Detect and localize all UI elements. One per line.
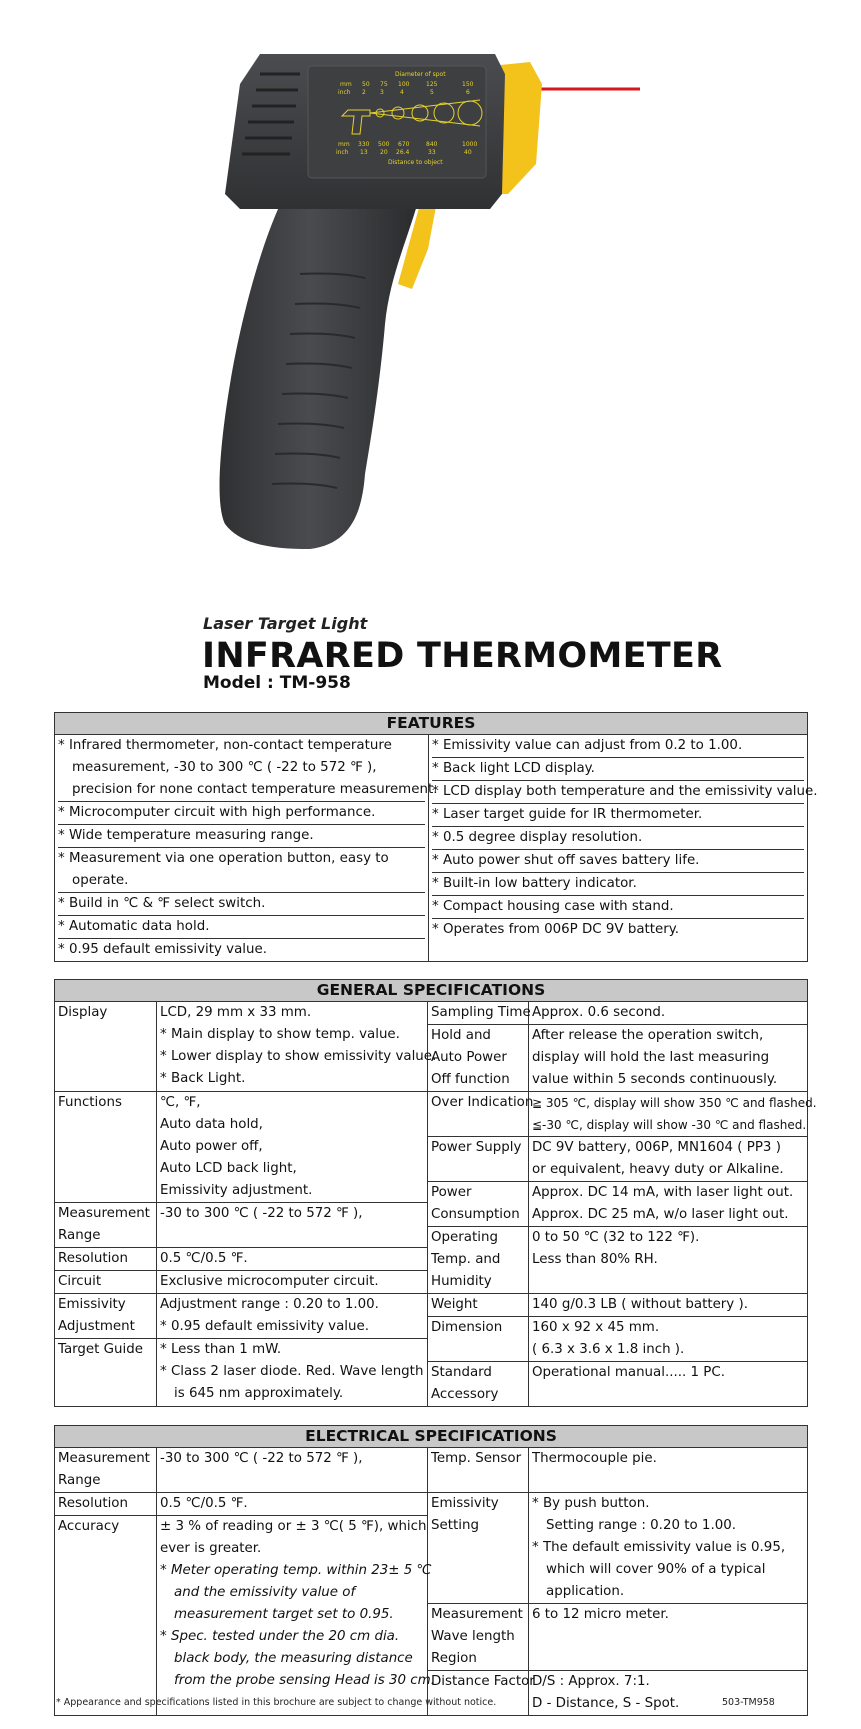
electrical-specs-table (54, 1425, 808, 1716)
svg-text:100: 100 (398, 81, 410, 88)
svg-text:13: 13 (360, 149, 368, 156)
spec-value-power-supply: DC 9V battery, 006P, MN1604 ( PP3 ) or equivalent, heavy duty or Alkaline. (529, 1137, 808, 1182)
elec-value-resolution: 0.5 ℃/0.5 ℉. (157, 1493, 428, 1516)
spec-value-power-consumption: Approx. DC 14 mA, with laser light out. Approx. DC 25 mA, w/o laser light out. (529, 1182, 808, 1227)
spec-label-measurement-range: Measurement Range (55, 1203, 157, 1248)
feature-item: * Auto power shut off saves battery life. (432, 850, 804, 873)
elec-value-distance-factor: D/S : Approx. 7:1. D - Distance, S - Spot. (529, 1671, 808, 1716)
svg-text:mm: mm (338, 141, 350, 148)
spec-label-over: Over Indication (428, 1092, 529, 1137)
svg-text:inch: inch (336, 149, 349, 156)
spec-value-emissivity: Adjustment range : 0.20 to 1.00. * 0.95 default emissivity value. (157, 1294, 428, 1339)
label-bottom-heading: Distance to object (388, 159, 443, 166)
elec-label-measurement-range: Measurement Range (55, 1448, 157, 1493)
svg-text:3: 3 (380, 89, 384, 96)
svg-text:26.4: 26.4 (396, 149, 410, 156)
elec-label-emissivity-setting: Emissivity Setting (428, 1493, 529, 1604)
feature-item: * LCD display both temperature and the emissivity value. (432, 781, 804, 804)
spec-label-dimension: Dimension (428, 1317, 529, 1362)
spec-value-sampling: Approx. 0.6 second. (529, 1002, 808, 1025)
spec-label-functions: Functions (55, 1092, 157, 1203)
spec-label-display: Display (55, 1002, 157, 1092)
spec-label-target-guide: Target Guide (55, 1339, 157, 1407)
spec-value-circuit: Exclusive microcomputer circuit. (157, 1271, 428, 1294)
spec-label-circuit: Circuit (55, 1271, 157, 1294)
spec-value-resolution: 0.5 ℃/0.5 ℉. (157, 1248, 428, 1271)
feature-item: * Operates from 006P DC 9V battery. (432, 922, 680, 937)
feature-item: * Built-in low battery indicator. (432, 873, 804, 896)
svg-text:5: 5 (430, 89, 434, 96)
spec-label-accessory: Standard Accessory (428, 1362, 529, 1407)
spec-value-measurement-range: -30 to 300 ℃ ( -22 to 572 ℉ ), (157, 1203, 428, 1248)
product-title: INFRARED THERMOMETER (202, 636, 723, 676)
spec-value-display: LCD, 29 mm x 33 mm. * Main display to show temp. value. * Lower display to show emissivity value. * Back Light. (157, 1002, 428, 1092)
spec-label-resolution: Resolution (55, 1248, 157, 1271)
feature-item: * Build in ℃ & ℉ select switch. (58, 893, 425, 916)
feature-item: * Infrared thermometer, non-contact temperature measurement, -30 to 300 ℃ ( -22 to 572 ℉ ), precision for none contact temperature measurement. (58, 735, 425, 802)
svg-text:670: 670 (398, 141, 410, 148)
svg-text:125: 125 (426, 81, 438, 88)
electrical-heading: ELECTRICAL SPECIFICATIONS (55, 1426, 808, 1448)
footer-disclaimer: * Appearance and specifications listed in this brochure are subject to change without notice. (56, 1697, 497, 1708)
svg-text:75: 75 (380, 81, 388, 88)
general-specs-table (54, 979, 817, 1407)
svg-text:330: 330 (358, 141, 370, 148)
features-heading: FEATURES (55, 713, 808, 735)
features-table (54, 712, 818, 962)
svg-text:6: 6 (466, 89, 470, 96)
thermometer-product-image (190, 44, 660, 604)
spec-label-operating: Operating Temp. and Humidity (428, 1227, 529, 1294)
spec-value-hold: After release the operation switch, display will hold the last measuring value within 5 seconds continuously. (529, 1025, 808, 1092)
general-heading: GENERAL SPECIFICATIONS (55, 980, 808, 1002)
feature-item: * 0.95 default emissivity value. (58, 942, 267, 957)
spec-value-target-guide: * Less than 1 mW. * Class 2 laser diode. Red. Wave length is 645 nm approximately. (157, 1339, 428, 1407)
feature-item: * Back light LCD display. (432, 758, 804, 781)
spec-label-power-consumption: Power Consumption (428, 1182, 529, 1227)
elec-label-sensor: Temp. Sensor (428, 1448, 529, 1493)
spec-label-power-supply: Power Supply (428, 1137, 529, 1182)
svg-text:2: 2 (362, 89, 366, 96)
feature-item: * Microcomputer circuit with high performance. (58, 802, 425, 825)
features-left-column (55, 735, 438, 962)
feature-item: * 0.5 degree display resolution. (432, 827, 804, 850)
label-mm: mm (340, 81, 352, 88)
features-right-column (429, 735, 818, 962)
spec-value-over: ≧ 305 ℃, display will show 350 ℃ and flashed. ≦-30 ℃, display will show -30 ℃ and flashed. (529, 1092, 808, 1137)
svg-text:33: 33 (428, 149, 436, 156)
spec-value-operating: 0 to 50 ℃ (32 to 122 ℉). Less than 80% RH. (529, 1227, 808, 1294)
spec-value-functions: ℃, ℉, Auto data hold, Auto power off, Auto LCD back light, Emissivity adjustment. (157, 1092, 428, 1203)
spec-label-emissivity: Emissivity Adjustment (55, 1294, 157, 1339)
handle-grip (220, 194, 420, 549)
label-top-heading: Diameter of spot (395, 71, 446, 78)
spec-label-weight: Weight (428, 1294, 529, 1317)
elec-value-sensor: Thermocouple pie. (529, 1448, 808, 1493)
feature-item: * Laser target guide for IR thermometer. (432, 804, 804, 827)
feature-item: * Wide temperature measuring range. (58, 825, 425, 848)
elec-value-emissivity-setting: * By push button. Setting range : 0.20 to 1.00. * The default emissivity value is 0.95, which will cover 90% of a typical application. (529, 1493, 808, 1604)
elec-value-wave-length: 6 to 12 micro meter. (529, 1604, 808, 1671)
feature-item: * Compact housing case with stand. (432, 896, 804, 919)
model-number: Model : TM-958 (203, 673, 351, 693)
elec-value-accuracy: ± 3 % of reading or ± 3 ℃( 5 ℉), which ever is greater. * Meter operating temp. within 23± 5 ℃ and the emissivity value of measurement target set to 0.95. * Spec. tested under the 20 cm dia. black body, the measuring distance from the probe sensing Head is 30 cm. (157, 1516, 428, 1716)
svg-text:40: 40 (464, 149, 472, 156)
footer-document-code: 503-TM958 (722, 1697, 775, 1708)
spec-label-hold: Hold and Auto Power Off function (428, 1025, 529, 1092)
svg-text:840: 840 (426, 141, 438, 148)
svg-text:20: 20 (380, 149, 388, 156)
feature-item: * Automatic data hold. (58, 916, 425, 939)
feature-item: * Emissivity value can adjust from 0.2 to 1.00. (432, 735, 804, 758)
elec-value-measurement-range: -30 to 300 ℃ ( -22 to 572 ℉ ), (157, 1448, 428, 1493)
elec-label-distance-factor: Distance Factor (428, 1671, 529, 1716)
svg-text:1000: 1000 (462, 141, 478, 148)
spec-label-sampling: Sampling Time (428, 1002, 529, 1025)
elec-label-accuracy: Accuracy (55, 1516, 157, 1716)
spec-value-accessory: Operational manual..... 1 PC. (529, 1362, 808, 1407)
svg-text:4: 4 (400, 89, 404, 96)
feature-item: * Measurement via one operation button, easy to operate. (58, 848, 425, 893)
spec-value-weight: 140 g/0.3 LB ( without battery ). (529, 1294, 808, 1317)
svg-text:150: 150 (462, 81, 474, 88)
elec-label-wave-length: Measurement Wave length Region (428, 1604, 529, 1671)
svg-text:500: 500 (378, 141, 390, 148)
svg-text:50: 50 (362, 81, 370, 88)
spec-value-dimension: 160 x 92 x 45 mm. ( 6.3 x 3.6 x 1.8 inch ). (529, 1317, 808, 1362)
label-inch: inch (338, 89, 351, 96)
elec-label-resolution: Resolution (55, 1493, 157, 1516)
product-subtitle: Laser Target Light (203, 614, 368, 633)
